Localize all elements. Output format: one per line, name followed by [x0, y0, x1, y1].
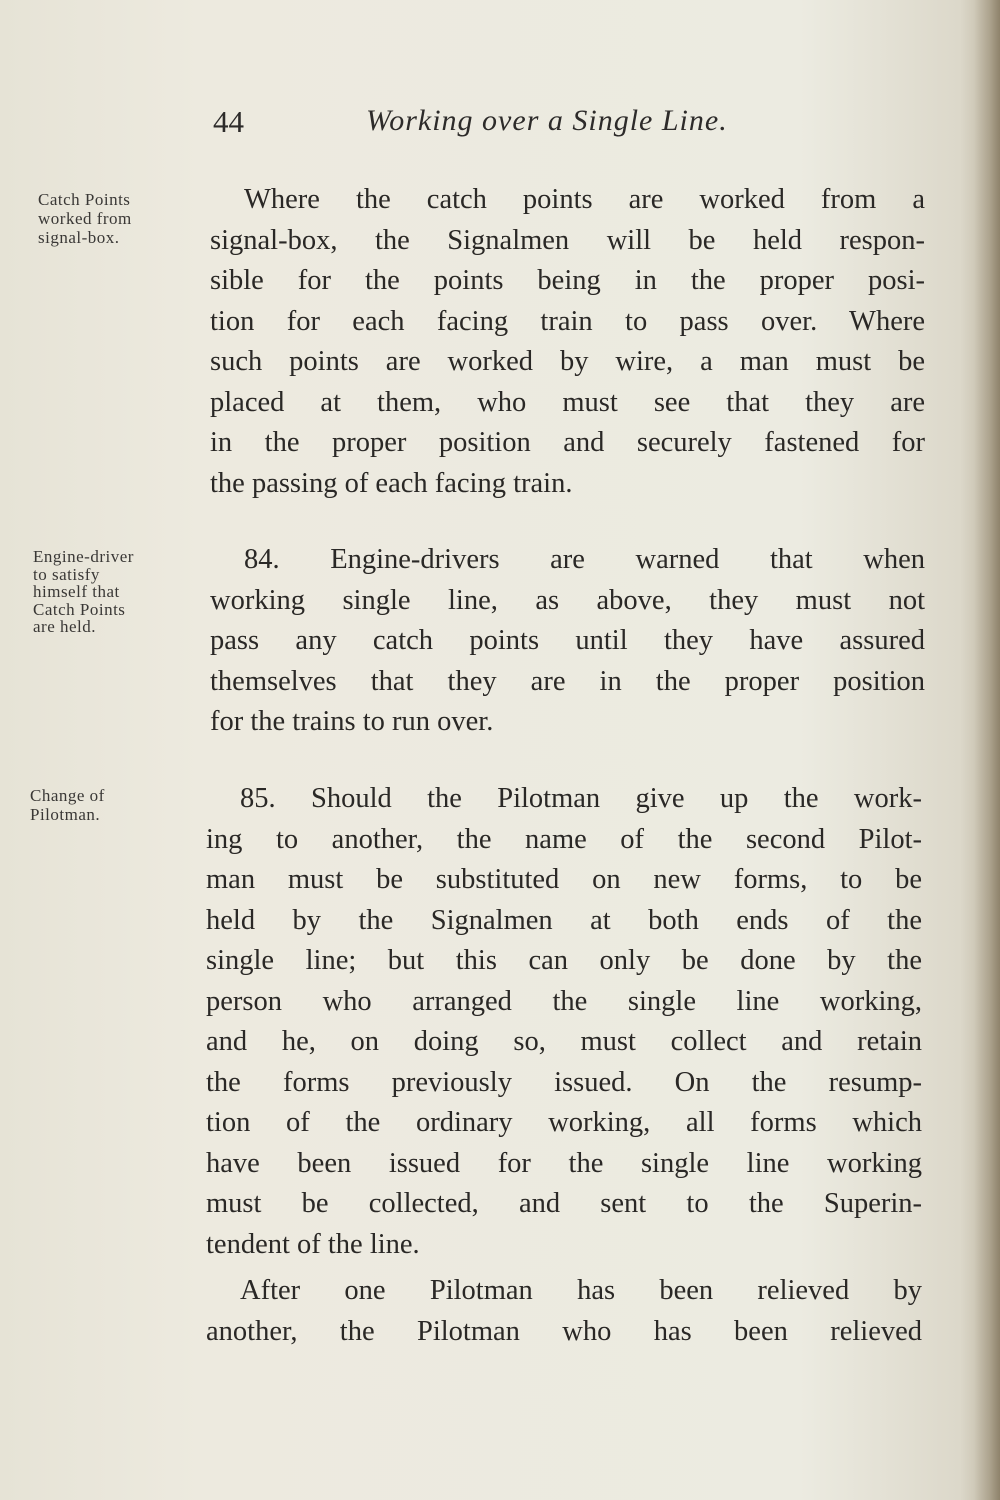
paragraph-85	[206, 779, 922, 1265]
text-line: held by the Signalmen at both ends of the	[206, 904, 922, 936]
margin-note-line: Engine-driver	[33, 547, 134, 566]
text-line: for the trains to run over.	[210, 706, 494, 737]
text-line: pass any catch points until they have assured	[210, 625, 925, 656]
text-line: in the proper position and securely fastened for	[210, 427, 925, 458]
margin-note-line: Pilotman.	[30, 805, 101, 824]
text-line: must be collected, and sent to the Superin-	[206, 1188, 922, 1219]
page-header	[0, 104, 1000, 154]
margin-note-line: Catch Points	[38, 190, 131, 209]
text-line: tendent of the line.	[206, 1228, 420, 1260]
text-line: working single line, as above, they must not	[210, 584, 925, 616]
text-line: Where the catch points are worked from a	[244, 184, 925, 215]
paragraph-84	[210, 540, 925, 743]
text-line: sible for the points being in the proper posi-	[210, 265, 925, 296]
margin-note-line: worked from	[38, 209, 132, 228]
text-line: the passing of each facing train.	[210, 467, 573, 499]
text-line: tion of the ordinary working, all forms which	[206, 1107, 922, 1138]
margin-note-catch-points	[38, 190, 132, 247]
text-line: the forms previously issued. On the resump-	[206, 1066, 922, 1098]
text-line: person who arranged the single line working,	[206, 985, 922, 1017]
paragraph-pilotman-relieved	[206, 1271, 922, 1352]
text-line: such points are worked by wire, a man must be	[210, 346, 925, 377]
text-line: placed at them, who must see that they are	[210, 386, 925, 418]
running-title: Working over a Single Line.	[366, 104, 728, 137]
margin-note-line: to satisfy	[33, 564, 100, 584]
text-line: 85. Should the Pilotman give up the work-	[240, 783, 922, 814]
margin-note-line: himself that	[33, 582, 120, 601]
text-line: After one Pilotman has been relieved by	[240, 1275, 922, 1306]
text-line: another, the Pilotman who has been relieved	[206, 1315, 922, 1347]
paragraph-catch-points	[210, 180, 925, 504]
text-line: 84. Engine-drivers are warned that when	[244, 544, 925, 575]
text-line: themselves that they are in the proper position	[210, 665, 925, 697]
margin-note-line: are held.	[33, 617, 97, 636]
text-line: single line; but this can only be done by the	[206, 945, 922, 976]
page-number: 44	[213, 104, 244, 139]
margin-note-line: Catch Points	[33, 599, 126, 619]
text-line: man must be substituted on new forms, to be	[206, 864, 922, 895]
page-edge-shadow	[974, 0, 1000, 1500]
text-line: and he, on doing so, must collect and retain	[206, 1026, 922, 1057]
text-line: have been issued for the single line working	[206, 1147, 922, 1179]
margin-note-change-pilotman	[30, 786, 105, 824]
margin-note-line: signal-box.	[38, 228, 120, 247]
margin-note-engine-driver	[33, 548, 134, 636]
text-line: tion for each facing train to pass over. Where	[210, 305, 925, 337]
margin-note-line: Change of	[30, 786, 105, 805]
text-line: ing to another, the name of the second Pilot-	[206, 823, 922, 855]
text-line: signal-box, the Signalmen will be held respon-	[210, 224, 925, 256]
